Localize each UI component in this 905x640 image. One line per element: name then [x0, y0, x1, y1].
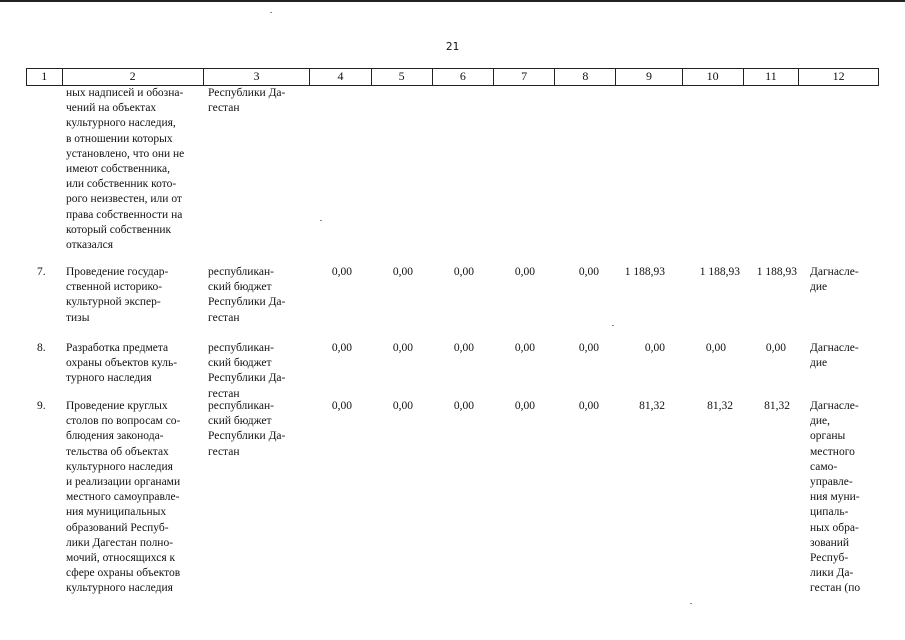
desc-line: турного наследия: [66, 372, 152, 385]
row-7-col9: 1 188,93: [624, 266, 665, 278]
resp-line: дие,: [810, 415, 830, 428]
source-line: Республики Да-: [208, 296, 286, 309]
header-col-7: 7: [494, 69, 555, 85]
source-line: Республики Да-: [208, 372, 286, 385]
row-8-col9: 0,00: [644, 342, 665, 354]
row-9-index: 9.: [37, 400, 46, 412]
header-col-12: 12: [832, 69, 845, 83]
desc-line: в отношении которых: [66, 132, 173, 145]
resp-line: само-: [810, 460, 838, 473]
desc-line: отказался: [66, 239, 114, 252]
row-9-col11: 81,32: [764, 400, 790, 412]
resp-line: Дагнасле-: [810, 266, 859, 278]
resp-line: дие: [810, 281, 828, 294]
source-line: Республики Да-: [208, 430, 286, 443]
desc-line: тельства об объектах: [66, 445, 169, 458]
resp-line: ных обра-: [810, 521, 859, 534]
resp-line: ципаль-: [810, 506, 849, 519]
row-9-col8: 0,00: [578, 400, 599, 412]
source-line: гестан: [208, 311, 240, 324]
scan-top-edge: [0, 0, 905, 2]
row-7-col10: 1 188,93: [699, 266, 740, 278]
resp-line: Дагнасле-: [810, 342, 859, 354]
row-7-col4: 0,00: [331, 266, 352, 278]
source-line: ский бюджет: [208, 281, 272, 294]
desc-line: культурного наследия: [66, 582, 173, 595]
row-8-col10: 0,00: [705, 342, 726, 354]
desc-line: мочий, относящихся к: [66, 552, 176, 565]
scan-speck: [320, 220, 322, 221]
desc-line: имеют собственника,: [66, 163, 171, 176]
resp-line: ния муни-: [810, 491, 860, 504]
row-8-col7: 0,00: [514, 342, 535, 354]
desc-line: культурного наследия: [66, 460, 173, 473]
row-8-source: [208, 341, 304, 402]
header-col-8: 8: [555, 69, 616, 85]
row-8-col5: 0,00: [392, 342, 413, 354]
row-7-index: 7.: [37, 266, 46, 278]
desc-line: образований Респуб-: [66, 521, 169, 534]
row-7-col7: 0,00: [514, 266, 535, 278]
header-col-6: 6: [433, 69, 494, 85]
source-line: гестан: [208, 445, 240, 458]
row-8-col11: 0,00: [765, 342, 786, 354]
row-8-index: 8.: [37, 342, 46, 354]
row-7-col11: 1 188,93: [756, 266, 797, 278]
row-9-col7: 0,00: [514, 400, 535, 412]
row-continuation-source: [208, 86, 304, 116]
desc-line: и реализации органами: [66, 476, 181, 489]
row-7-col8: 0,00: [578, 266, 599, 278]
desc-line: тизы: [66, 311, 90, 324]
desc-line: ственной историко-: [66, 281, 163, 294]
header-col-3: 3: [204, 69, 311, 85]
desc-line: сфере охраны объектов: [66, 567, 181, 580]
desc-line: права собственности на: [66, 208, 183, 221]
row-8-col8: 0,00: [578, 342, 599, 354]
desc-line: рого неизвестен, или от: [66, 193, 182, 206]
page-number: 21: [445, 40, 460, 53]
resp-line: лики Да-: [810, 567, 854, 580]
header-col-5: 5: [372, 69, 433, 85]
desc-line: лики Дагестан полно-: [66, 536, 174, 549]
desc-line: Проведение круглых: [66, 400, 168, 412]
table-header-row: [26, 68, 879, 86]
desc-line: Разработка предмета: [66, 342, 169, 354]
row-8-responsible: [810, 341, 874, 371]
desc-line: культурной экспер-: [66, 296, 161, 309]
row-7-source: [208, 265, 304, 326]
resp-line: местного: [810, 445, 855, 458]
source-line: ский бюджет: [208, 415, 272, 428]
row-9-col5: 0,00: [392, 400, 413, 412]
scan-speck: [612, 325, 614, 326]
row-7-col5: 0,00: [392, 266, 413, 278]
row-7-desc: [66, 265, 198, 326]
resp-line: гестан (по: [810, 582, 861, 595]
desc-line: который собственник: [66, 223, 172, 236]
resp-line: зований: [810, 536, 850, 549]
row-9-col9: 81,32: [639, 400, 665, 412]
row-7-responsible: [810, 265, 874, 295]
row-9-source: [208, 399, 304, 460]
row-9-desc: [66, 399, 198, 597]
header-col-1: 1: [27, 69, 63, 85]
resp-line: управле-: [810, 476, 853, 489]
source-line: республикан-: [208, 266, 274, 278]
desc-line: установлено, что они не: [66, 147, 185, 160]
source-line: республикан-: [208, 400, 274, 412]
desc-line: ния муниципальных: [66, 506, 167, 519]
desc-line: ных надписей и обозна-: [66, 87, 184, 99]
desc-line: столов по вопросам со-: [66, 415, 181, 428]
row-9-col6: 0,00: [453, 400, 474, 412]
source-line: гестан: [208, 387, 240, 400]
header-col-9: 9: [616, 69, 682, 85]
resp-line: Дагнасле-: [810, 400, 859, 412]
resp-line: органы: [810, 430, 846, 443]
resp-line: Респуб-: [810, 552, 849, 565]
row-8-col6: 0,00: [453, 342, 474, 354]
row-continuation-desc: [66, 86, 198, 253]
desc-line: блюдения законода-: [66, 430, 164, 443]
desc-line: культурного наследия,: [66, 117, 176, 130]
source-line: гестан: [208, 102, 240, 115]
source-line: Республики Да-: [208, 87, 286, 99]
header-col-4: 4: [310, 69, 371, 85]
row-9-responsible: [810, 399, 874, 597]
desc-line: местного самоуправле-: [66, 491, 180, 504]
resp-line: дие: [810, 357, 828, 370]
source-line: республикан-: [208, 342, 274, 354]
row-8-col4: 0,00: [331, 342, 352, 354]
desc-line: охраны объектов куль-: [66, 357, 178, 370]
header-col-2: 2: [63, 69, 204, 85]
desc-line: чений на объектах: [66, 102, 157, 115]
desc-line: или собственник кото-: [66, 178, 177, 191]
desc-line: Проведение государ-: [66, 266, 169, 278]
header-col-11: 11: [744, 69, 799, 85]
row-9-col4: 0,00: [331, 400, 352, 412]
row-9-col10: 81,32: [707, 400, 733, 412]
source-line: ский бюджет: [208, 357, 272, 370]
row-7-col6: 0,00: [453, 266, 474, 278]
header-col-10: 10: [683, 69, 744, 85]
scan-speck: [690, 603, 692, 604]
scan-speck: [270, 12, 272, 13]
row-8-desc: [66, 341, 198, 387]
